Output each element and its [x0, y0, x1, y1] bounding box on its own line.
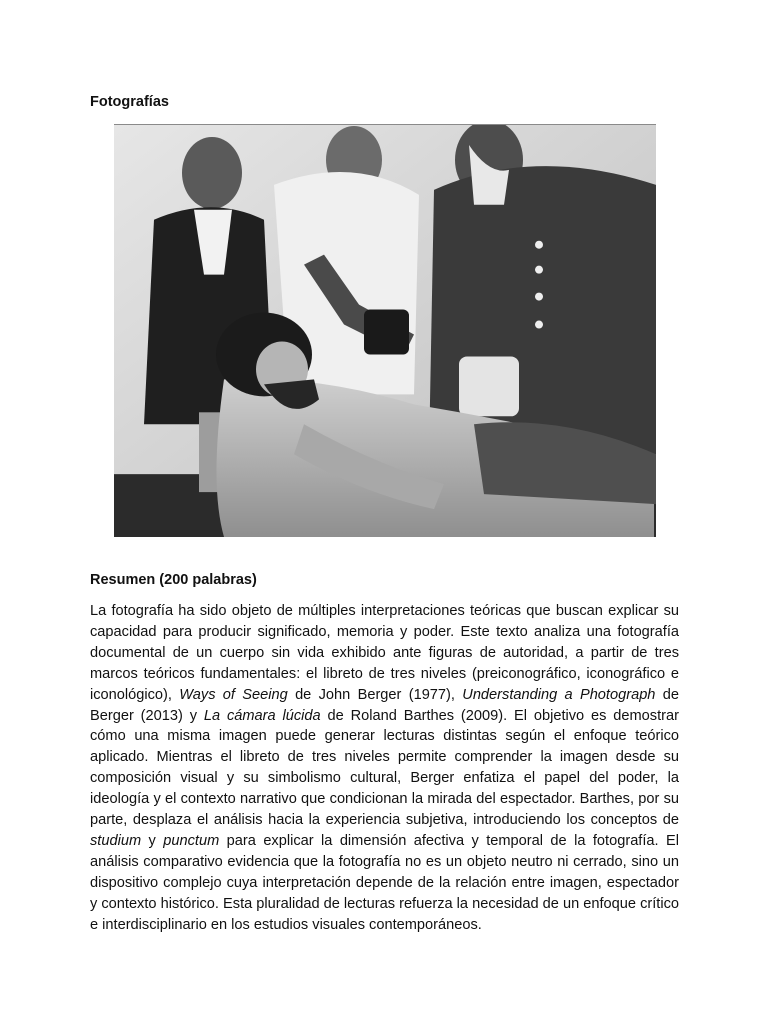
section-title-photos: Fotografías [90, 94, 169, 110]
abstract-italic-term: studium [90, 832, 142, 849]
abstract-text-run: La fotografía ha sido objeto de múltiples interpretaciones teóricas que buscan explicar su capacidad para producir significado, memoria y poder. Este texto analiza una fotografía documental de un cuerpo sin vida exhibido ante figuras de autoridad, a partir de tres marcos teóricos fundamentales: el libreto de tres niveles (preiconográfico, iconográfico e iconológico), [90, 603, 679, 703]
abstract-text-run: de John Berger (1977), [287, 686, 463, 703]
abstract-italic-term: Understanding a Photograph [462, 686, 656, 703]
abstract-text-run: y [141, 832, 164, 849]
abstract-italic-term: Ways of Seeing [179, 686, 288, 703]
abstract-italic-term: punctum [163, 832, 220, 849]
abstract-paragraph [90, 601, 679, 936]
section-title-abstract: Resumen (200 palabras) [90, 572, 257, 588]
abstract-text-run: de Berger (2013) y [90, 686, 679, 724]
abstract-italic-term: La cámara lúcida [203, 707, 321, 724]
abstract-text-run: para explicar la dimensión afectiva y temporal de la fotografía. El análisis comparativo evidencia que la fotografía no es un objeto neutro ni cerrado, sino un dispositivo complejo cuya interpretación depende de la relación entre imagen, espectador y contexto histórico. Esta pluralidad de lecturas refuerza la necesidad de un enfoque crítico e interdisciplinario en los estudios visuales contemporáneos. [90, 832, 679, 933]
documentary-photograph [114, 124, 656, 537]
abstract-text-run: de Roland Barthes (2009). El objetivo es demostrar cómo una misma imagen puede generar lecturas distintas según el enfoque teórico aplicado. Mientras el libreto de tres niveles permite comprender la imagen desde su composición visual y su simbolismo cultural, Berger enfatiza el papel del poder, la ideología y el contexto narrativo que condicionan la mirada del espectador. Barthes, por su parte, desplaza el análisis hacia la experiencia subjetiva, introduciendo los conceptos de [90, 707, 679, 829]
